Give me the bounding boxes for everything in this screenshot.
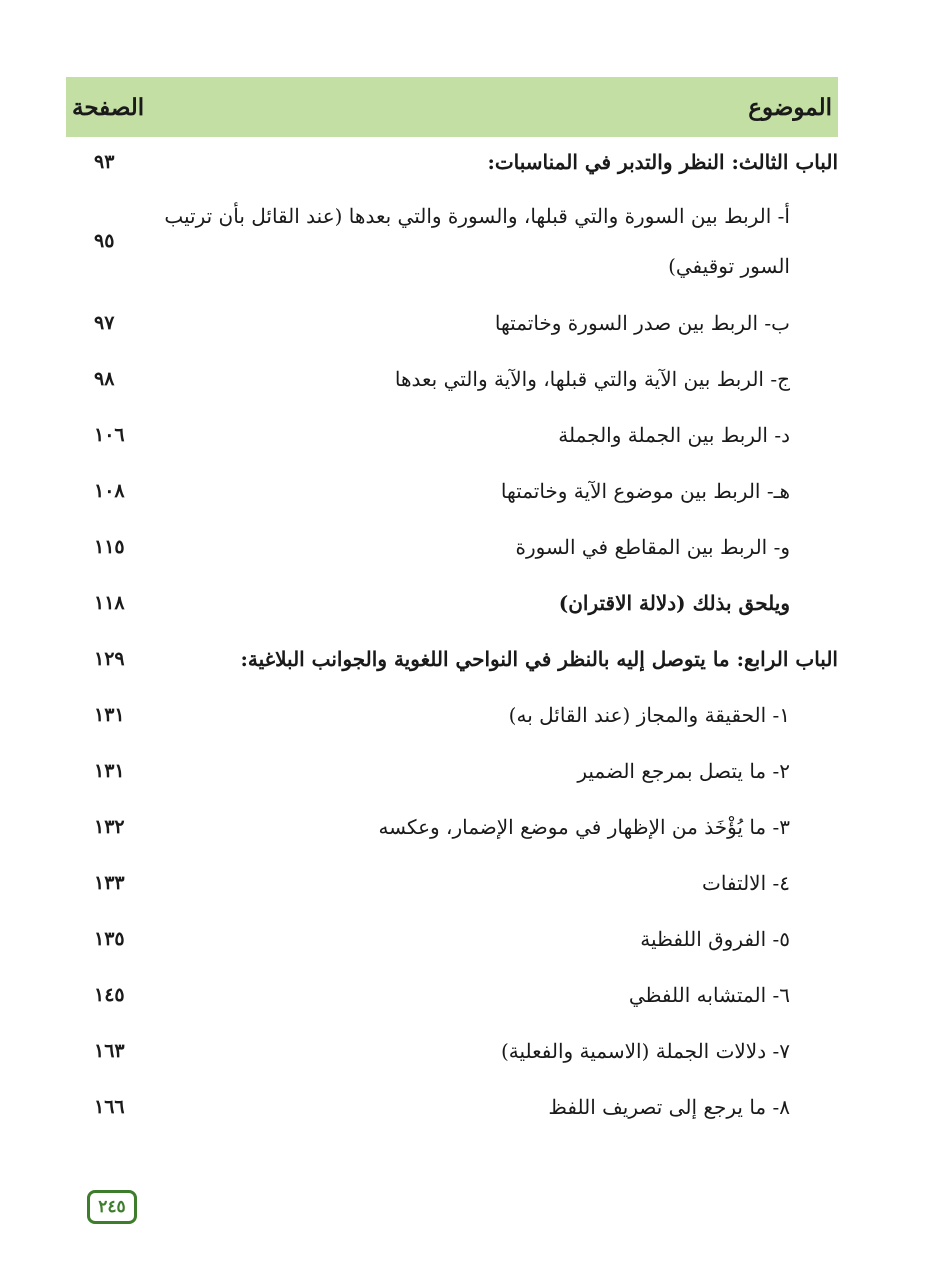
page-ref: ١٦٦ [94,1096,125,1118]
entry-text: ٨- ما يرجع إلى تصريف اللفظ [548,1095,790,1119]
entry-text: ٦- المتشابه اللفظي [628,983,790,1007]
toc-row [66,1023,838,1079]
page-number: ٢٤٥ [98,1197,126,1217]
page-ref: ١٣٣ [94,872,125,894]
toc-row [66,351,838,407]
entry-text: ج- الربط بين الآية والتي قبلها، والآية والتي بعدها [394,367,790,391]
page-ref: ١٤٥ [94,984,125,1006]
page-ref: ٩٧ [94,312,115,334]
section-title: الباب الرابع: ما يتوصل إليه بالنظر في النواحي اللغوية والجوانب البلاغية: [240,647,838,671]
toc-row [66,799,838,855]
page-ref: ٩٣ [94,151,115,173]
toc-row [66,1079,838,1135]
toc-row [66,911,838,967]
toc-row [66,855,838,911]
entry-text: و- الربط بين المقاطع في السورة [515,535,790,559]
section-title: الباب الثالث: النظر والتدبر في المناسبات: [487,150,838,174]
entry-text: ١- الحقيقة والمجاز (عند القائل به) [508,703,790,727]
page-ref: ١٦٣ [94,1040,125,1062]
page-ref: ١٠٨ [94,480,125,502]
page-ref: ١٣٢ [94,816,125,838]
page-ref: ١٢٩ [94,648,125,670]
page-number-badge [87,1190,137,1224]
toc-row [66,967,838,1023]
entry-text: ب- الربط بين صدر السورة وخاتمتها [494,311,790,335]
entry-text: ٤- الالتفات [702,871,790,895]
entry-text: ويلحق بذلك (دلالة الاقتران) [558,591,790,615]
entry-text: ٢- ما يتصل بمرجع الضمير [577,759,790,783]
toc-row [66,295,838,351]
page-ref: ١٣١ [94,704,125,726]
page-ref: ١٣١ [94,760,125,782]
page-ref: ١١٨ [94,592,125,614]
toc-row [66,687,838,743]
toc-row [66,137,838,187]
entry-text: د- الربط بين الجملة والجملة [558,423,790,447]
entry-text: أ- الربط بين السورة والتي قبلها، والسورة والتي بعدها (عند القائل بأن ترتيب السور توقيفي) [164,204,790,278]
topic-column-header: الموضوع [748,93,832,121]
entry-text: هـ- الربط بين موضوع الآية وخاتمتها [500,479,790,503]
page-ref: ١١٥ [94,536,125,558]
toc-row [66,575,838,631]
page-ref: ٩٥ [94,230,115,252]
page-ref: ١٣٥ [94,928,125,950]
toc-row [66,631,838,687]
page-ref: ٩٨ [94,368,115,390]
table-of-contents [66,77,838,1135]
toc-row [66,519,838,575]
toc-row [66,743,838,799]
page-ref: ١٠٦ [94,424,125,446]
entry-text: ٣- ما يُؤْخَذ من الإظهار في موضع الإضمار، وعكسه [378,815,790,839]
toc-row [66,187,838,295]
entry-text: ٥- الفروق اللفظية [640,927,790,951]
page-column-header: الصفحة [72,93,145,121]
entry-text: ٧- دلالات الجملة (الاسمية والفعلية) [500,1039,790,1063]
toc-header [66,77,838,137]
toc-row [66,407,838,463]
toc-row [66,463,838,519]
